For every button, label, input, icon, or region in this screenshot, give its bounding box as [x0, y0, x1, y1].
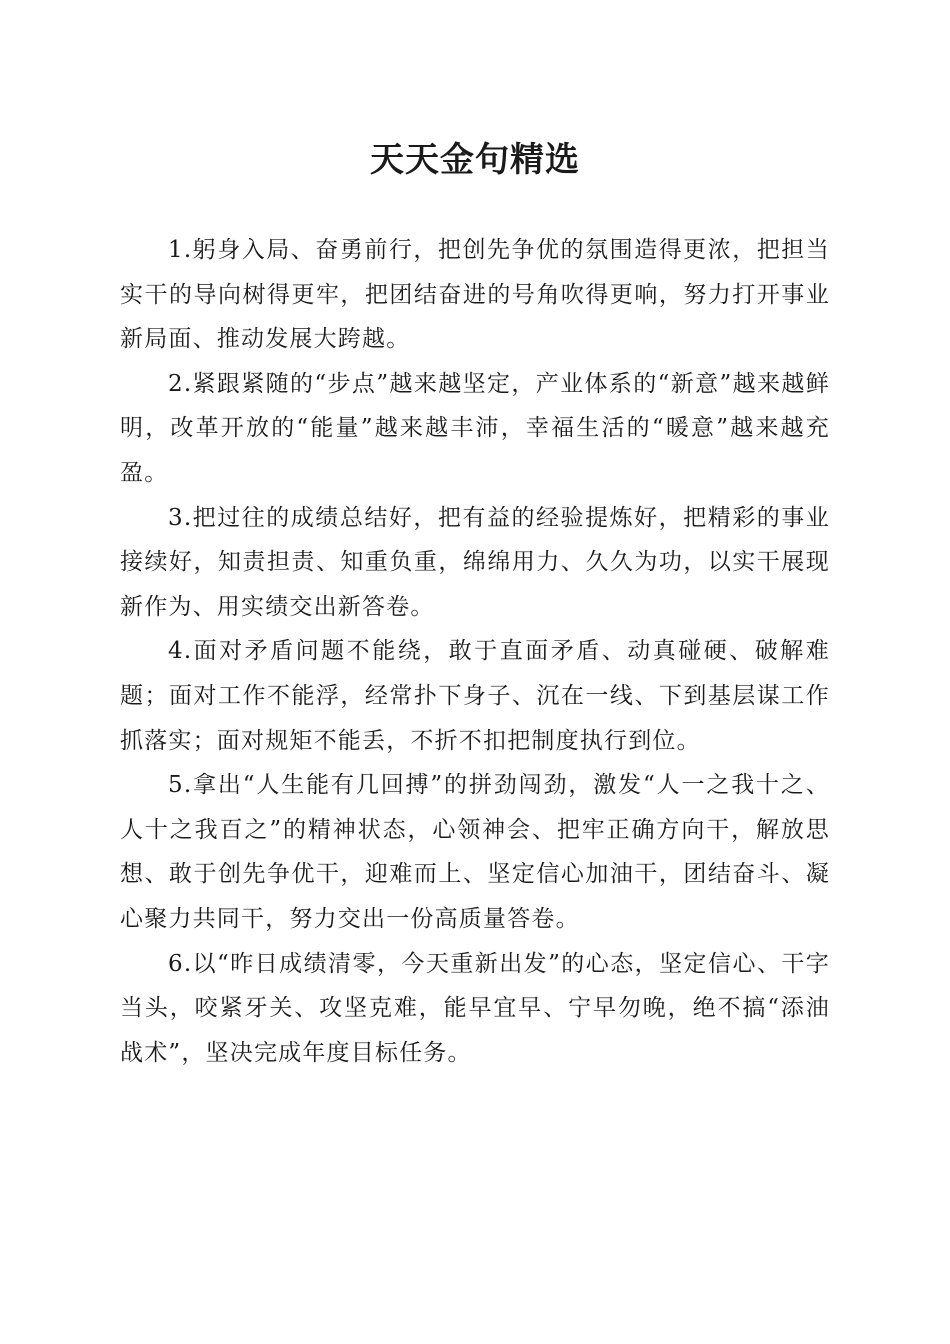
paragraph-2: 2.紧跟紧随的“步点”越来越坚定，产业体系的“新意”越来越鲜明，改革开放的“能量”越来越丰沛，幸福生活的“暖意”越来越充盈。	[120, 370, 830, 486]
paragraph-6: 6.以“昨日成绩清零，今天重新出发”的心态，坚定信心、干字当头，咬紧牙关、攻坚克难，能早宜早、宁早勿晚，绝不搞“添油战术”，坚决完成年度目标任务。	[120, 950, 830, 1066]
paragraph-4: 4.面对矛盾问题不能绕，敢于直面矛盾、动真碰硬、破解难题；面对工作不能浮，经常扑下身子、沉在一线、下到基层谋工作抓落实；面对规矩不能丢，不折不扣把制度执行到位。	[120, 638, 830, 754]
page-title: 天天金句精选	[370, 140, 580, 180]
paragraph-1: 1.躬身入局、奋勇前行，把创先争优的氛围造得更浓，把担当实干的导向树得更牢，把团结奋进的号角吹得更响，努力打开事业新局面、推动发展大跨越。	[120, 237, 830, 353]
document-body	[120, 228, 830, 1075]
paragraph-5: 5.拿出“人生能有几回搏”的拼劲闯劲，激发“人一之我十之、人十之我百之”的精神状态，心领神会、把牢正确方向干，解放思想、敢于创先争优干，迎难而上、坚定信心加油干，团结奋斗、凝心聚力共同干，努力交出一份高质量答卷。	[120, 772, 830, 932]
paragraph-3: 3.把过往的成绩总结好，把有益的经验提炼好，把精彩的事业接续好，知责担责、知重负重，绵绵用力、久久为功，以实干展现新作为、用实绩交出新答卷。	[120, 504, 830, 620]
